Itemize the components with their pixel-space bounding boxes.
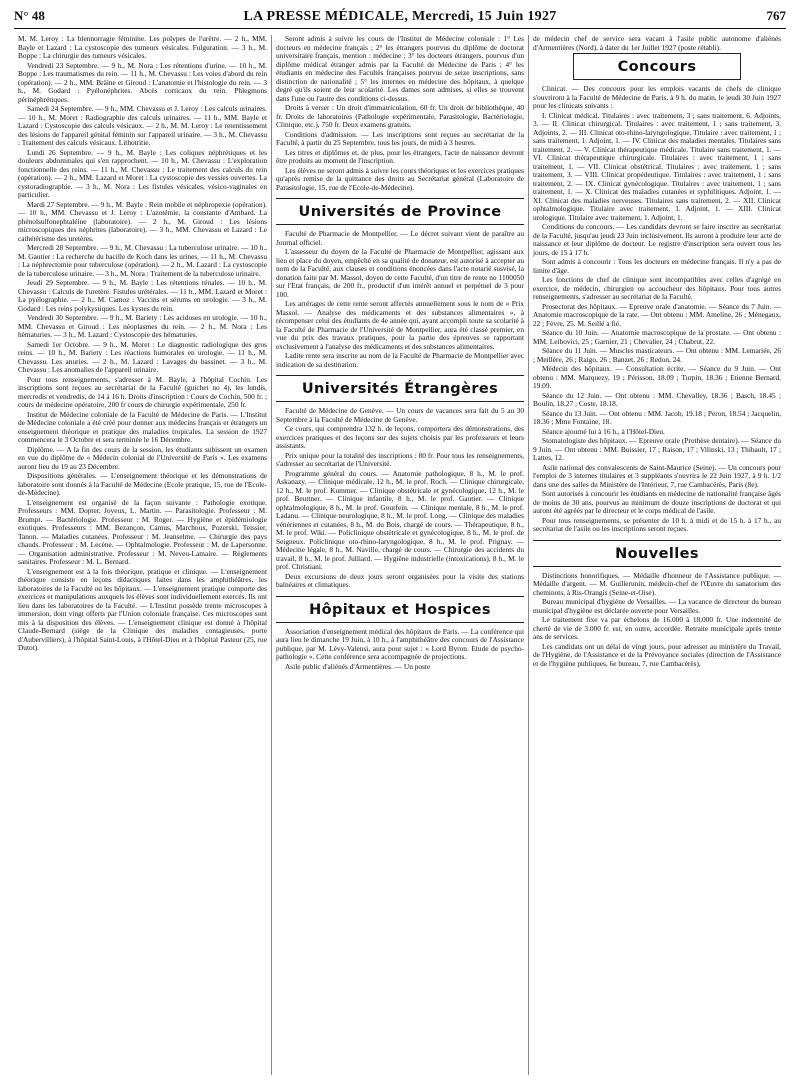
paragraph: Diplôme. — A la fin des cours de la session, les étudiants subissent un examen en vue du diplôme de « Médecin colonial de l'Université de Paris ». Les examens auront lieu du 19 au 23 Décembre. xyxy=(18,444,267,471)
paragraph: Faculté de Pharmacie de Montpellier. — Le décret suivant vient de paraître au Journal officiel. xyxy=(276,229,524,247)
paragraph: M. M. Leroy : La blennorragie féminine. Les polypes de l'urètre. — 2 h., MM. Bayle et Lazard : La cystoscopie des tumeurs vésicales. Fulguration. — 3 h., M. Boppe : La chirurgie des tumeurs vésicales. xyxy=(18,35,267,60)
paragraph: Séance ajourné lui à 16 h., à l'Hôtel-Dieu. xyxy=(542,426,665,436)
column-1 xyxy=(14,35,271,1075)
paragraph: Mercredi 28 Septembre. — 9 h., M. Chevassu : La tuberculose urinaire. — 10 h., M. Gautier : La recherche du bacille de Koch dans les urines. — 11 h., M. Chevassu : La néphrectomie pour tuberculose (opération). — 2 h., M. Lazard : La cystoscopie de la tuberculose urinaire. — 3 h., M. Nora : Traitement de la tuberculose urinaire. xyxy=(18,243,267,278)
section-title-concours: Concours xyxy=(573,53,741,80)
issue-number: N° 48 xyxy=(14,8,45,23)
paragraph: Vendredi 30 Septembre. — 9 h., M. Bariety : Les acidoses en urologie. — 10 h., MM. Chevassu et Giroud : Les néoplasmes du rein. — 2 h., M. Nora : Les hématuries. — 3 h., M. Lazard : Cystoscopie des hématuries. xyxy=(18,313,267,339)
paragraph: Prosectorat des hôpitaux. — Epreuve orale d'anatomie. — Séance du 7 Juin. — Anatomie macroscopique de la rate. — Ont obtenu : MM. Ameline, 26 ; Ménegaux, 22 ; Fèvre, 25. M. Seillé a fié. xyxy=(533,301,781,328)
paragraph-heading: Institut de Médecine coloniale de la Faculté de Médecine de Paris. — L'Institut de Médecine coloniale a été créé pour donner aux médecins français et étrangers un enseignement théorique et pratique des maladies tropicales. La session de 1927 commencera le 3 Octobre et sera terminée le 16 Décembre. xyxy=(18,409,267,444)
paragraph: Clinicat. — Des concours pour les emplois vacants de chefs de clinique s'ouvriront à la Faculté de Médecine de Paris, à 9 h. du matin, le jeudi 30 Juin 1927 pour les clinicats suivants : xyxy=(533,84,781,110)
paragraph: Ce cours, qui comprendra 132 h. de leçons, comportera des démonstrations, des exercices pratiques et des leçons sur des sujets choisis par les professeurs et leurs assistants. xyxy=(276,424,524,450)
page-number: 767 xyxy=(766,8,786,23)
paragraph: L'assesseur du doyen de la Faculté de Pharmacie de Montpellier, agissant aux lieu et place du doyen, empêché en sa qualité de donateur, est autorisé à accepter au nom de la Faculté, aux clauses et conditions énoncées dans l'acte notarié susvisé, la donation faite par M. Massol, doyen de cette Faculté, d'un titre de rente no 1100050 sur l'Etat français, de 200 fr., productif d'un intérêt annuel et perpétuel de 3 pour 100. xyxy=(276,247,524,299)
paragraph: Bureau municipal d'hygiène de Versailles. — La vacance de directeur du bureau municipal d'hygiène est déclarée ouverte pour Versailles. xyxy=(533,597,781,615)
section-title-etrangeres: Universités Étrangères xyxy=(276,375,524,402)
paragraph: Dispositions générales. — L'enseignement théorique et les démonstrations de laboratoire sont donnés à la Faculté de Médecine (Ecole pratique, 15, rue de l'Ecole-de-Médecine). xyxy=(18,471,267,497)
section-title-hopitaux: Hôpitaux et Hospices xyxy=(276,596,524,623)
paragraph: Samedi 1er Octobre. — 9 h., M. Moret : Le diagnostic radiologique des gros reins. — 10 h., M. Bariety : Les réactions humorales en urologie. — 11 h., M. Chevassu. Les anuries. — 2 h., M. Lazard : Lavages du bassinet. — 3 h., M. Chevassu : Les anomalies de l'appareil urinaire. xyxy=(18,339,267,374)
newspaper-title: LA PRESSE MÉDICALE, Mercredi, 15 Juin 1927 xyxy=(243,9,557,24)
section-title-nouvelles: Nouvelles xyxy=(533,540,781,567)
paragraph: Prix unique pour la totalité des inscriptions : 80 fr. Pour tous les renseignements, s'adresser au secrétariat de l'Université. xyxy=(276,450,524,468)
paragraph: Samedi 24 Septembre. — 9 h., MM. Chevassu et J. Leroy : Les calculs urinaires. — 10 h., M. Moret : Radiographie des calculs urinaires. — 11 h., MM. Bayle et Lazard : Cystoscopie des calculs vésicaux. — 2 h., M. M. Leroy : Le retentissement des lésions de l'appareil génital féminin sur l'appareil urinaire. — 3 h., M. Chevassu : Traitement des calculs vésicaux. Lithotritie. xyxy=(18,104,267,147)
paragraph: Stomatologiste des hôpitaux. — Epreuve orale (Prothèse dentaire). — Séance du 9 Juin. — Ont obtenu : MM. Boissier, 17 ; Raison, 17 ; Vilinski, 13 ; Thibault, 17 ; Lattes, 12. xyxy=(533,436,781,462)
paragraph: Programme général du cours. — Anatomie pathologique, 8 h., M. le prof. Askanazy. — Clinique médicale, 12 h., M. le prof. Roch. — Clinique chirurgicale, 12 h., M. le prof. Kummer. — Clinique obstétricale et gynécologique, 12 h., M. le prof. Beuttner. — Clinique infantile, 8 h., M. le prof. Gautier. — Clinique ophtalmologique, 8 h., M. le prof. Gourfein. — Clinique mentale, 8 h., M. le prof. Ladanu. — Clinique neurologique, 8 h., M. le prof. Long. — Clinique des maladies vénériennes et cutanées, 8 h., M. du Bois, chargé de cours. — Thérapeutique, 8 h., M. le prof. Wiki. — Policlinique obstétricale et gynécologique, 8 h., M. le prof. de Seigneux. Policlinique oto-rhino-laryngologique, 8 h., M. le prof. Prignay. — Médecine légale, 8 h., M. Naville, chargé de cours. — Chirurgie des accidents du travail, 8 h., M. le prof. Julliard. — Hygiène industrielle (intoxications), 8 h., M. le prof. Christiani. xyxy=(276,468,524,571)
paragraph: Mardi 27 Septembre. — 9 h., M. Bayle : Rein mobile et néphropexie (opération). — 10 h., MM. Chevassu et J. Leroy : L'azotémie, la constante d'Ambard. La phénolsulfonephtaléine (laboratoire). — 2 h., M. Giroud : Les lésions microscopiques des néphrites (laboratoire). — 3 h., MM. Chevassu et Lazard : Le cathétérisme des uretères. xyxy=(18,199,267,243)
paragraph: Deux excursions de deux jours seront organisées pour la visite des stations balnéaires et climatiques. xyxy=(276,571,524,589)
paragraph: Séance du 10 Juin. — Anatomie macroscopique de la prostate. — Ont obtenu : MM. Leibovici, 25 ; Garnier, 21 ; Chevalier, 24 ; Chabrut, 22. xyxy=(533,328,781,346)
paragraph: Sont admis à concourir : Tous les docteurs en médecine français. Il n'y a pas de limite d'âge. xyxy=(533,257,781,275)
paragraph: Conditions d'admission. — Les inscriptions sont reçues au secrétariat de la Faculté, à partir du 25 Septembre, tous les jours, de midi à 3 heures. xyxy=(276,129,524,147)
paragraph: Jeudi 29 Septembre. — 9 h., M. Bayle : Les rétentions rénales. — 10 h., M. Chevassu : Calculs de l'uretère. Fistules urétérales. — 11 h., MM. Lazard et Moret : La pyélographie. — 2 h., M. Camoz : Vaccins et sérums en urologie. — 3 h., M. Godard : Les reins polykystiques. Les kystes du rein. xyxy=(18,278,267,313)
column-2 xyxy=(271,35,528,1075)
paragraph: Distinctions honorifiques. — Médaille d'honneur de l'Assistance publique. — Médaille d'argent. — M. Guillerunin, médecin-chef de l'Œuvre du sanatorium des cheminots, à Ris-Orangis (Seine-et-Oise). xyxy=(533,570,781,597)
paragraph: Lundi 26 Septembre. — 9 h., M. Bayle : Les coliques néphrétiques et les douleurs abdominales qui s'en rapprochent. — 10 h., M. Chevassu : L'exploration fonctionnelle des reins. — 11 h., M. Chevassu : Le traitement des calculs du rein (opération). — 2 h., MM. Lazard et Moret : La cystoscopie des vessies ouvertes. La cystoradiographie. — 3 h., M. Nora : Les fistules vésicales, vésico-vaginales en particulier. xyxy=(18,147,267,199)
paragraph: de médecin chef de service sera vacant à l'asile public autonome d'aliénés d'Armentières (Nord), à dater du 1er Juillet 1927 (poste rétabli). xyxy=(533,35,781,52)
paragraph: Le traitement fixe va par échelons de 16.000 à 18.000 fr. Une indemnité de cherté de vie de 3.000 fr. est, en outre, accordée. Retraite municipale après trente ans de services. xyxy=(533,615,781,641)
paragraph: Pour tous renseignements, se présenter de 10 h. à midi et de 15 h. à 17 h., au secrétariat de l'asile ou les inscriptions seront reçues. xyxy=(533,515,781,533)
paragraph: Seront admis à suivre les cours de l'Institut de Médecine coloniale : 1° Les docteurs en médecine français ; 2° les étrangers pourvus du diplôme de doctorat universitaire français, mention : médecine ; 3° les docteurs étrangers, pourvus d'un diplôme médical étranger admis par la Faculté de Médecine de Paris ; 4° les étudiants en médecine des Facultés françaises pourvus de seize inscriptions, sans distinction de nationalité ; 5° les internes en médecine des hôpitaux, à quelque degré qu'ils soient de leur scolarité. Les dames sont admises, si elles se trouvent dans l'une ou l'autre des conditions ci-dessus. xyxy=(276,35,524,103)
paragraph: Asile national des convalescents de Saint-Maurice (Seine). — Un concours pour l'emploi de 3 internes titulaires et 3 suppléants s'ouvrira le 22 Juin 1927, à 9 h. 1/2 dans une des salles du Ministère de l'Intérieur, 7, rue Cambacérès, Paris (8e). xyxy=(533,462,781,489)
paragraph: Faculté de Médecine de Genève. — Un cours de vacances sera fait du 5 au 30 Septembre à la Faculté de Médecine de Genève. xyxy=(276,406,524,424)
paragraph: Les élèves ne seront admis à suivre les cours théoriques et les exercices pratiques qu'après remise de la quittance des droits au Secrétariat général (Laboratoire de Parasitologie, 15, rue de l'Ecole-de-Médecine). xyxy=(276,165,524,192)
paragraph: Sont autorisés à concourir les étudiants en médecine de nationalité française âgés de moins de 30 ans, pourvus au minimum de douze inscriptions de doctorat et qui auront été agréés par le directeur et le corps médical de l'asile. xyxy=(533,489,781,515)
paragraph: Les fonctions de chef de clinique sont incompatibles avec celles d'agrégé en exercice, de médecin, chirurgien ou accoucheur des hôpitaux. Pour tous autres renseignements, s'adresser au secrétariat de la Faculté. xyxy=(533,275,781,301)
paragraph: L'enseignement est à la fois théorique, pratique et clinique. — L'enseignement théorique consiste en leçons didactiques faites dans les amphithéâtres, les laboratoires de la Faculté ou les hôpitaux. — L'enseignement pratique comporte des exercices et manipulations auxquels les élèves sont individuellement exercés. Ils ont lieu dans les laboratoires de la Faculté. — L'Institut possède trente microscopes à immersion, dont vingt offerts par l'Union coloniale française. Ces microscopes sont mis à la disposition des élèves. — L'enseignement clinique est donné à l'hôpital Claude-Bernard (siège de la Clinique des maladies contagieuses, porte d'Aubervilliers), à l'hôpital Saint-Louis, à l'Hôtel-Dieu et à l'hôpital Pasteur (25, rue Dutot). xyxy=(18,566,267,652)
paragraph: Vendredi 23 Septembre. — 9 h., M. Nora : Les rétentions d'urine. — 10 h., M. Boppe : Les traumatismes du rein. — 11 h., M. Chevassu : Les voies d'abord du rein (opération). — 2 h., MM. Bräine et Giroud : L'anatomie et l'histologie du rein. — 3 h., M. Godard : Pyélonéphrites. Abcès corticaux du rein. Phlegmons périnéphrétiques. xyxy=(18,60,267,104)
paragraph: Les arrérages de cette rente seront affectés annuellement sous le nom de « Prix Massol. — Analyse des médicaments et des substances alimentaires », à récompenser celui des étudiants de 4e année qui, ayant accompli toute sa scolarité à la Faculté de Pharmacie de l'Université de Montpellier, aura été classé premier, en vue du prix des travaux pratiques, pour la partie des épreuves se rapportant exclusivement à l'analyse des médicaments et des substances alimentaires. xyxy=(276,299,524,351)
paragraph: L'enseignement est organisé de la façon suivante : Pathologie exotique. Professeurs : MM. Dopter, Joyeux, L. Martin. — Parasitologie. Professeur : M. Brumpt. — Bactériologie. Professeur : M. Roger. — Hygiène et épidémiologie exotiques. Professeurs : MM. Bezançon, Camus, Marchoux, Pozerski, Teissier, Tanon. — Maladies cutanées. Professeur : M. Jeanselme. — Chirurgie des pays chauds. Professeur : M. Lecène. — Ophtalmologie. Professeur : M. de Lapersonne. — Organisation administrative. Professeur : M. Neveu-Lamaire. — Règlements sanitaires. Professeur : M. L. Bernard. xyxy=(18,497,267,566)
paragraph: Droits à verser : Un droit d'immatriculation, 60 fr. Un droit de bibliothèque, 40 fr. Droits de laboratoires (Pathologie expérimentale, Parasitologie, Bactériologie, Clinique, etc.), 750 fr. Deux examens gratuits. xyxy=(276,103,524,129)
masthead xyxy=(14,8,786,29)
paragraph: Pour tous renseignements, s'adresser à M. Bayle, à l'hôpital Cochin. Les inscriptions sont reçues au secrétariat de la Faculté (guichet no 4), les lundis, mercredis et vendredis, de 14 à 16 h. Droits d'inscription : Cours de Cochin, 500 fr. ; cours de médecine opératoire, 200 fr cours de chirurgie expérimentale, 250 fr. xyxy=(18,374,267,409)
paragraph: Asile public d'aliénés d'Armentières. — Un poste xyxy=(285,661,431,671)
paragraph: Séance du 11 Juin. — Muscles masticateurs. — Ont obtenu : MM. Lemariée, 26 ; Meillère, 26 ; Raigo, 26 ; Banzet, 26 ; Redon, 24. xyxy=(533,346,781,364)
paragraph: Ladite rente sera inscrite au nom de la Faculté de Pharmacie de Montpellier avec indication de sa destination. xyxy=(276,351,524,369)
paragraph: Association d'enseignement médical des hôpitaux de Paris. — La conférence qui aura lieu le dimanche 19 Juin, à 10 h., à l'amphithéâtre des concours de l'Assistance publique, par M. Lévy-Valensi, aura pour sujet : « Lord Byron. Etude de psycho-pathologie ». Cette conférence sera accompagnée de projections. xyxy=(276,626,524,661)
paragraph: I. Clinicat médical. Titulaires : avec traitement, 3 ; sans traitement, 6. Adjoints, 3. — II. Clinicat chirurgical. Titulaires : avec traitement, 1 ; sans traitement, 3. Adjoints, 2. — III. Clinicat oto-rhino-laryngologique. Titulaire : avec traitement, 1 ; sans traitement, 1. Adjoint, 1. — IV. Clinicat des maladies mentales. Titulaires sans traitement, 2. — V. Clinicat thérapeutique médicale. Titulaire sans traitement, 1. — VI. Clinicat thérapeutique chirurgicale. Titulaires : avec traitement, 1 ; sans traitement, 1. — VII. Clinicat obstétrical. Titulaires : avec traitement, 1 ; sans traitement, 3. — VIII. Clinicat propédeutique. Titulaires : avec traitement, 1 ; sans traitement, 2. — IX. Clinicat gynécologique. Titulaires : avec traitement, 1 ; sans traitement, 1. — X. Clinicat des maladies cutanées et syphilitiques. Adjoint, 1. — XI. Clinicat des maladies nerveuses. Titulaires sans traitement, 2. — XII. Clinicat ophtalmologique. Titulaire avec traitement, 1. Adjoint, 1. — XIII. Clinicat urologique. Titulaire avec traitement, 1. Adjoint, 1. xyxy=(533,110,781,222)
paragraph: Séance du 12 Juin. — Ont obtenu : MM. Chevalley, 18.36 ; Basch, 18.45 ; Boulin, 18.27 ; Coste, 18.18. xyxy=(533,390,781,408)
paragraph: Les titres et diplômes et, de plus, pour les étrangers, l'acte de naissance devront être produits au moment de l'inscription. xyxy=(276,147,524,165)
paragraph: Séance du 13 Juin. — Ont obtenu : MM. Jacob, 19.18 ; Peron, 18.54 ; Jacquelin, 18.36 ; Mme Fontaine, 18. xyxy=(533,408,781,426)
column-3 xyxy=(528,35,785,1075)
section-title-province: Universités de Province xyxy=(276,198,524,225)
paragraph: Médecin des hôpitaux. — Consultation écrite. — Séance du 9 Juin. — Ont obtenu : MM. Marquezy, 19 ; Périsson, 18.09 ; Turpin, 18.36 ; Etienne Bernard, 19.09. xyxy=(533,364,781,390)
paragraph: Conditions du concours. — Les candidats devront se faire inscrire au secrétariat de la Faculté, jusqu'au jeudi 23 Juin inclusivement. Ils auront à produire leur acte de naissance et leur diplôme de docteur. Le registre d'inscription sera ouvert tous les jours, de 15 à 17 h. xyxy=(533,222,781,257)
paragraph: Les candidats ont un délai de vingt jours, pour adresser au ministère du Travail, de l'Hygiène, de l'Assistance et de la Prévoyance sociales (direction de l'Assistance et de l'hygiène publiques, 6e bureau, 7, rue Cambacérès), xyxy=(533,641,781,668)
